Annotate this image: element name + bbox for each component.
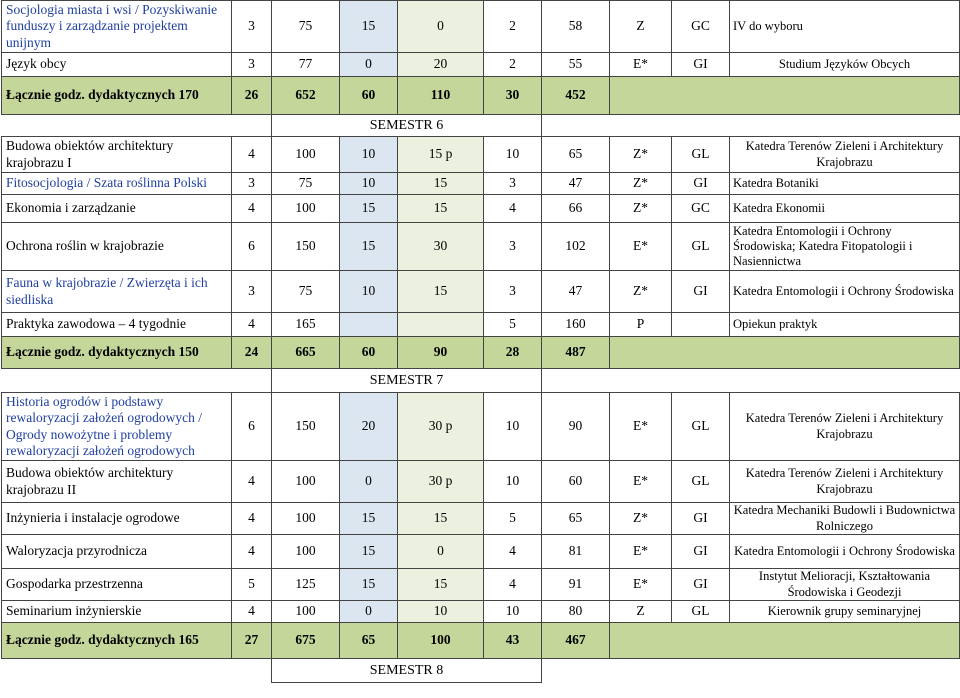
total-hours-cell: 150	[272, 393, 340, 461]
ects-cell: 3	[232, 173, 272, 195]
group-cell: GL	[672, 223, 730, 271]
group-cell: GC	[672, 195, 730, 223]
spacer-cell	[542, 369, 960, 393]
department-cell: Opiekun praktyk	[730, 313, 960, 337]
group-cell: GC	[672, 1, 730, 53]
course-row	[2, 271, 960, 313]
course-name: Inżynieria i instalacje ogrodowe	[2, 503, 232, 535]
department-cell: Katedra Terenów Zieleni i Architektury Krajobrazu	[730, 393, 960, 461]
exercise-hours-cell: 30 p	[398, 393, 484, 461]
department-cell: Kierownik grupy seminaryjnej	[730, 601, 960, 623]
course-row	[2, 1, 960, 53]
total-row	[2, 77, 960, 115]
total-hours-cell: 125	[272, 569, 340, 601]
ects-cell: 3	[232, 271, 272, 313]
course-name: Ekonomia i zarządzanie	[2, 195, 232, 223]
self-study-cell: 160	[542, 313, 610, 337]
lecture-hours-cell: 15	[340, 195, 398, 223]
ects-cell: 4	[232, 601, 272, 623]
semester-label: SEMESTR 7	[272, 369, 542, 393]
total-label: Łącznie godz. dydaktycznych 170	[2, 77, 232, 115]
total-hours-cell: 165	[272, 313, 340, 337]
lecture-hours-cell: 15	[340, 535, 398, 569]
self-study-cell: 102	[542, 223, 610, 271]
lecture-hours-cell	[340, 313, 398, 337]
self-study-cell: 58	[542, 1, 610, 53]
course-row	[2, 173, 960, 195]
contact-cell: 2	[484, 1, 542, 53]
total-hours-cell: 665	[272, 337, 340, 369]
ects-cell: 4	[232, 535, 272, 569]
exercise-hours-cell: 15	[398, 173, 484, 195]
department-cell: Studium Języków Obcych	[730, 53, 960, 77]
assessment-cell: E*	[610, 53, 672, 77]
contact-cell: 4	[484, 195, 542, 223]
self-study-cell: 452	[542, 77, 610, 115]
ects-cell: 3	[232, 53, 272, 77]
total-hours-cell: 100	[272, 195, 340, 223]
contact-cell: 3	[484, 173, 542, 195]
assessment-cell: Z*	[610, 195, 672, 223]
total-label: Łącznie godz. dydaktycznych 150	[2, 337, 232, 369]
assessment-cell: E*	[610, 393, 672, 461]
course-name: Budowa obiektów architektury krajobrazu I	[2, 137, 232, 173]
group-cell: GL	[672, 601, 730, 623]
course-name: Język obcy	[2, 53, 232, 77]
contact-cell: 28	[484, 337, 542, 369]
self-study-cell: 66	[542, 195, 610, 223]
ects-cell: 5	[232, 569, 272, 601]
lecture-hours-cell: 15	[340, 1, 398, 53]
course-name: Fauna w krajobrazie / Zwierzęta i ich siedliska	[2, 271, 232, 313]
group-cell: GL	[672, 137, 730, 173]
assessment-cell: Z	[610, 601, 672, 623]
department-cell: Katedra Terenów Zieleni i Architektury Krajobrazu	[730, 461, 960, 503]
contact-cell: 10	[484, 461, 542, 503]
lecture-hours-cell: 0	[340, 601, 398, 623]
department-cell: Katedra Entomologii i Ochrony Środowiska	[730, 271, 960, 313]
group-cell	[672, 313, 730, 337]
total-filler	[610, 77, 960, 115]
department-cell: Katedra Terenów Zieleni i Architektury Krajobrazu	[730, 137, 960, 173]
group-cell: GI	[672, 569, 730, 601]
semester-header-row	[2, 659, 960, 683]
exercise-hours-cell	[398, 313, 484, 337]
exercise-hours-cell: 30	[398, 223, 484, 271]
total-filler	[610, 623, 960, 659]
course-name: Praktyka zawodowa – 4 tygodnie	[2, 313, 232, 337]
contact-cell: 10	[484, 393, 542, 461]
ects-cell: 4	[232, 313, 272, 337]
group-cell: GL	[672, 393, 730, 461]
spacer-cell	[2, 659, 272, 683]
lecture-hours-cell: 0	[340, 461, 398, 503]
exercise-hours-cell: 100	[398, 623, 484, 659]
course-row	[2, 601, 960, 623]
ects-cell: 26	[232, 77, 272, 115]
lecture-hours-cell: 15	[340, 569, 398, 601]
total-hours-cell: 100	[272, 535, 340, 569]
course-row	[2, 461, 960, 503]
total-hours-cell: 100	[272, 461, 340, 503]
total-row	[2, 337, 960, 369]
exercise-hours-cell: 15	[398, 195, 484, 223]
course-name: Gospodarka przestrzenna	[2, 569, 232, 601]
department-cell: Katedra Botaniki	[730, 173, 960, 195]
department-cell: Katedra Entomologii i Ochrony Środowiska	[730, 535, 960, 569]
self-study-cell: 90	[542, 393, 610, 461]
total-hours-cell: 675	[272, 623, 340, 659]
self-study-cell: 47	[542, 271, 610, 313]
group-cell: GI	[672, 271, 730, 313]
contact-cell: 4	[484, 569, 542, 601]
self-study-cell: 60	[542, 461, 610, 503]
course-name: Socjologia miasta i wsi / Pozyskiwanie funduszy i zarządzanie projektem unijnym	[2, 1, 232, 53]
group-cell: GI	[672, 503, 730, 535]
course-row	[2, 393, 960, 461]
exercise-hours-cell: 15	[398, 569, 484, 601]
course-row	[2, 569, 960, 601]
contact-cell: 3	[484, 223, 542, 271]
ects-cell: 4	[232, 195, 272, 223]
spacer-cell	[542, 659, 960, 683]
total-hours-cell: 77	[272, 53, 340, 77]
ects-cell: 3	[232, 1, 272, 53]
ects-cell: 6	[232, 223, 272, 271]
total-hours-cell: 100	[272, 601, 340, 623]
lecture-hours-cell: 60	[340, 337, 398, 369]
total-hours-cell: 150	[272, 223, 340, 271]
course-row	[2, 535, 960, 569]
exercise-hours-cell: 20	[398, 53, 484, 77]
lecture-hours-cell: 0	[340, 53, 398, 77]
spacer-cell	[542, 115, 960, 137]
self-study-cell: 91	[542, 569, 610, 601]
assessment-cell: Z*	[610, 173, 672, 195]
self-study-cell: 80	[542, 601, 610, 623]
contact-cell: 3	[484, 271, 542, 313]
contact-cell: 2	[484, 53, 542, 77]
lecture-hours-cell: 20	[340, 393, 398, 461]
course-row	[2, 313, 960, 337]
lecture-hours-cell: 15	[340, 223, 398, 271]
spacer-cell	[2, 369, 272, 393]
ects-cell: 4	[232, 137, 272, 173]
total-hours-cell: 75	[272, 1, 340, 53]
contact-cell: 4	[484, 535, 542, 569]
group-cell: GL	[672, 461, 730, 503]
group-cell: GI	[672, 535, 730, 569]
group-cell: GI	[672, 173, 730, 195]
semester-label: SEMESTR 8	[272, 659, 542, 683]
total-hours-cell: 652	[272, 77, 340, 115]
ects-cell: 4	[232, 461, 272, 503]
course-row	[2, 137, 960, 173]
semester-label: SEMESTR 6	[272, 115, 542, 137]
lecture-hours-cell: 10	[340, 137, 398, 173]
self-study-cell: 55	[542, 53, 610, 77]
course-name: Ochrona roślin w krajobrazie	[2, 223, 232, 271]
assessment-cell: Z	[610, 1, 672, 53]
lecture-hours-cell: 10	[340, 271, 398, 313]
ects-cell: 4	[232, 503, 272, 535]
ects-cell: 24	[232, 337, 272, 369]
lecture-hours-cell: 60	[340, 77, 398, 115]
exercise-hours-cell: 90	[398, 337, 484, 369]
total-row	[2, 623, 960, 659]
exercise-hours-cell: 0	[398, 535, 484, 569]
ects-cell: 27	[232, 623, 272, 659]
assessment-cell: P	[610, 313, 672, 337]
self-study-cell: 65	[542, 137, 610, 173]
course-name: Seminarium inżynierskie	[2, 601, 232, 623]
total-filler	[610, 337, 960, 369]
assessment-cell: Z*	[610, 137, 672, 173]
course-name: Budowa obiektów architektury krajobrazu II	[2, 461, 232, 503]
course-name: Historia ogrodów i podstawy rewaloryzacji założeń ogrodowych / Ogrody nowożytne i problemy rewaloryzacji założeń ogrodowych	[2, 393, 232, 461]
assessment-cell: E*	[610, 223, 672, 271]
lecture-hours-cell: 15	[340, 503, 398, 535]
spacer-cell	[2, 115, 272, 137]
course-name: Waloryzacja przyrodnicza	[2, 535, 232, 569]
group-cell: GI	[672, 53, 730, 77]
exercise-hours-cell: 110	[398, 77, 484, 115]
total-hours-cell: 75	[272, 271, 340, 313]
department-cell: Katedra Entomologii i Ochrony Środowiska; Katedra Fitopatologii i Nasiennictwa	[730, 223, 960, 271]
department-cell: Katedra Ekonomii	[730, 195, 960, 223]
self-study-cell: 467	[542, 623, 610, 659]
self-study-cell: 487	[542, 337, 610, 369]
contact-cell: 10	[484, 601, 542, 623]
assessment-cell: Z*	[610, 503, 672, 535]
total-label: Łącznie godz. dydaktycznych 165	[2, 623, 232, 659]
semester-header-row	[2, 369, 960, 393]
course-row	[2, 223, 960, 271]
course-name: Fitosocjologia / Szata roślinna Polski	[2, 173, 232, 195]
exercise-hours-cell: 15 p	[398, 137, 484, 173]
lecture-hours-cell: 10	[340, 173, 398, 195]
contact-cell: 5	[484, 503, 542, 535]
exercise-hours-cell: 0	[398, 1, 484, 53]
self-study-cell: 47	[542, 173, 610, 195]
total-hours-cell: 100	[272, 137, 340, 173]
semester-header-row	[2, 115, 960, 137]
exercise-hours-cell: 10	[398, 601, 484, 623]
exercise-hours-cell: 15	[398, 271, 484, 313]
assessment-cell: Z*	[610, 271, 672, 313]
department-cell: Instytut Melioracji, Kształtowania Środowiska i Geodezji	[730, 569, 960, 601]
total-hours-cell: 75	[272, 173, 340, 195]
curriculum-table	[1, 0, 960, 683]
contact-cell: 43	[484, 623, 542, 659]
self-study-cell: 65	[542, 503, 610, 535]
assessment-cell: E*	[610, 569, 672, 601]
exercise-hours-cell: 15	[398, 503, 484, 535]
department-cell: IV do wyboru	[730, 1, 960, 53]
contact-cell: 30	[484, 77, 542, 115]
department-cell: Katedra Mechaniki Budowli i Budownictwa Rolniczego	[730, 503, 960, 535]
ects-cell: 6	[232, 393, 272, 461]
contact-cell: 5	[484, 313, 542, 337]
assessment-cell: E*	[610, 535, 672, 569]
course-row	[2, 53, 960, 77]
total-hours-cell: 100	[272, 503, 340, 535]
course-row	[2, 503, 960, 535]
contact-cell: 10	[484, 137, 542, 173]
lecture-hours-cell: 65	[340, 623, 398, 659]
course-row	[2, 195, 960, 223]
exercise-hours-cell: 30 p	[398, 461, 484, 503]
self-study-cell: 81	[542, 535, 610, 569]
assessment-cell: E*	[610, 461, 672, 503]
